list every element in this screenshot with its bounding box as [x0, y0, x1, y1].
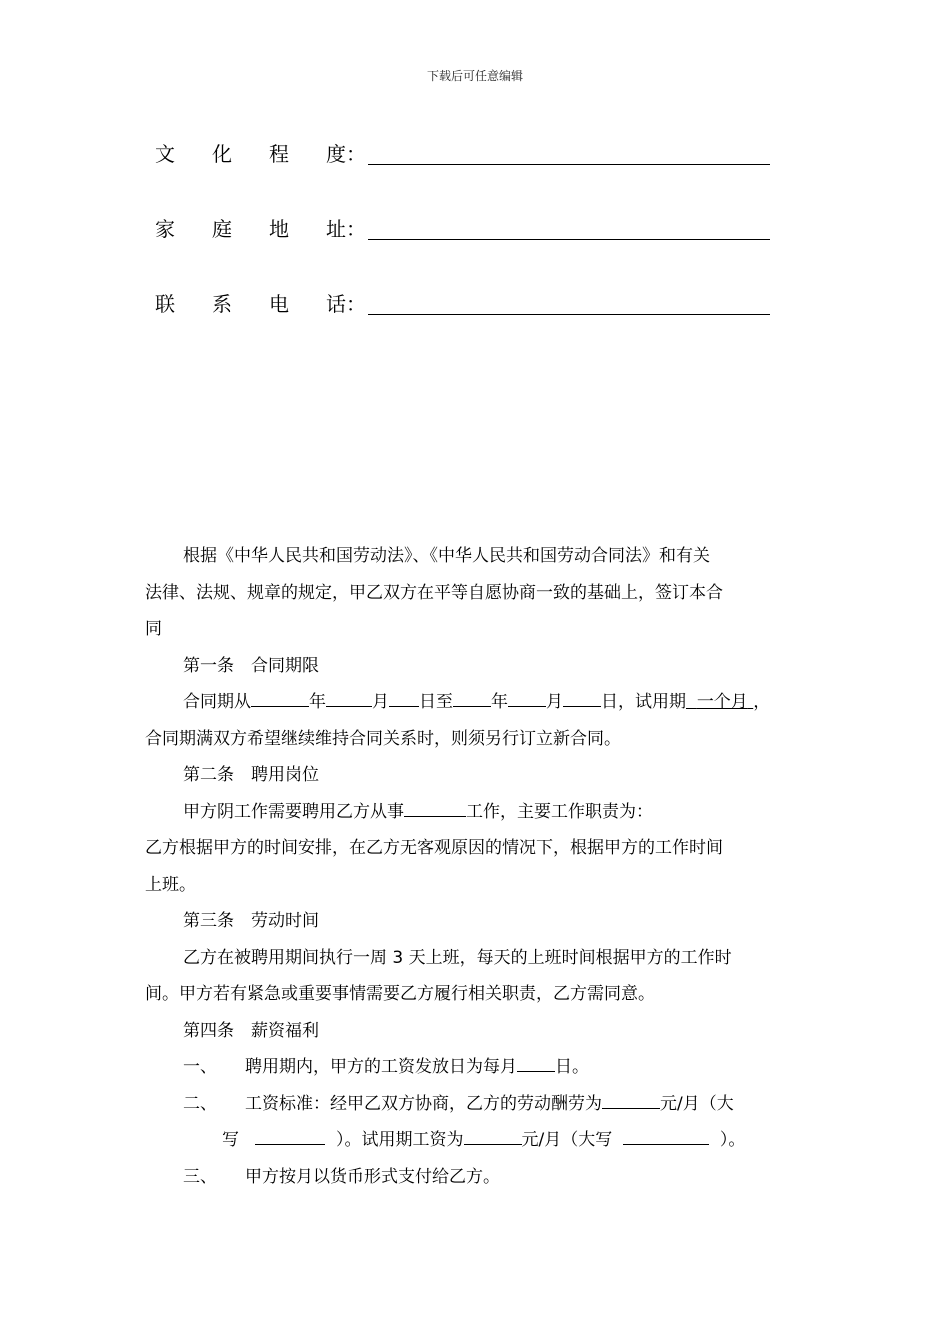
contract-body [145, 538, 815, 1195]
start-year-blank[interactable] [251, 684, 309, 707]
article-4-title: 第四条 薪资福利 [183, 1020, 319, 1041]
education-blank-line[interactable] [368, 164, 770, 165]
payday-blank[interactable] [517, 1049, 555, 1072]
article-2-position-line: 甲方阴工作需要聘用乙方从事 工作，主要工作职责为： [145, 794, 815, 831]
article-1-title: 第一条 合同期限 [183, 655, 319, 676]
article-2-title: 第二条 聘用岗位 [183, 765, 319, 785]
article-3-line-2: 间。甲方若有紧急或重要事情需要乙方履行相关职责，乙方需同意。 [145, 984, 655, 1004]
salary-uppercase-blank[interactable] [255, 1122, 325, 1145]
end-year-blank[interactable] [453, 684, 491, 707]
trial-period-value: 一个月 [696, 692, 748, 712]
intro-line-1: 根据《中华人民共和国劳动法》、《中华人民共和国劳动合同法》和有关 [183, 546, 710, 566]
article-2-line-3: 上班。 [145, 874, 196, 895]
end-day-blank[interactable] [563, 684, 601, 707]
phone-label: 联 系 电 话： [155, 292, 366, 316]
intro-line-2: 法律、法规、规章的规定，甲乙双方在平等自愿协商一致的基础上，签订本合 [145, 582, 723, 603]
article-2-line-2: 乙方根据甲方的时间安排，在乙方无客观原因的情况下，根据甲方的工作时间 [145, 838, 723, 858]
article-3-title: 第三条 劳动时间 [183, 911, 319, 931]
trial-salary-uppercase-blank[interactable] [623, 1122, 709, 1145]
phone-blank-line[interactable] [368, 314, 770, 315]
salary-blank[interactable] [602, 1086, 660, 1109]
address-label: 家 庭 地 址： [155, 217, 366, 241]
education-label: 文 化 程 度： [155, 142, 366, 166]
article-1-term-line: 合同期从 年 月 日至 年 月 日，试用期 一个月 ， [145, 684, 815, 721]
article-4-item-1: 一、 聘用期内，甲方的工资发放日为每月 日。 [145, 1049, 815, 1086]
end-month-blank[interactable] [508, 684, 546, 707]
article-1-line-2: 合同期满双方希望继续维持合同关系时，则须另行订立新合同。 [145, 728, 621, 749]
article-4-item-2: 二、 工资标准：经甲乙双方协商，乙方的劳动酬劳为 元/月（大 [145, 1086, 815, 1123]
article-4-item-3: 三、 甲方按月以货币形式支付给乙方。 [183, 1166, 500, 1187]
trial-salary-blank[interactable] [464, 1122, 522, 1145]
position-blank[interactable] [404, 794, 466, 817]
article-4-item-2-cont: 写 ）。试用期工资为 元/月（大写 ）。 [145, 1122, 815, 1159]
start-month-blank[interactable] [326, 684, 372, 707]
page-header-note: 下载后可任意编辑 [426, 69, 523, 83]
start-day-blank[interactable] [389, 684, 419, 707]
address-blank-line[interactable] [368, 239, 770, 240]
article-3-line-1: 乙方在被聘用期间执行一周 3 天上班，每天的上班时间根据甲方的工作时 [183, 947, 732, 968]
intro-line-3: 同 [145, 619, 162, 639]
